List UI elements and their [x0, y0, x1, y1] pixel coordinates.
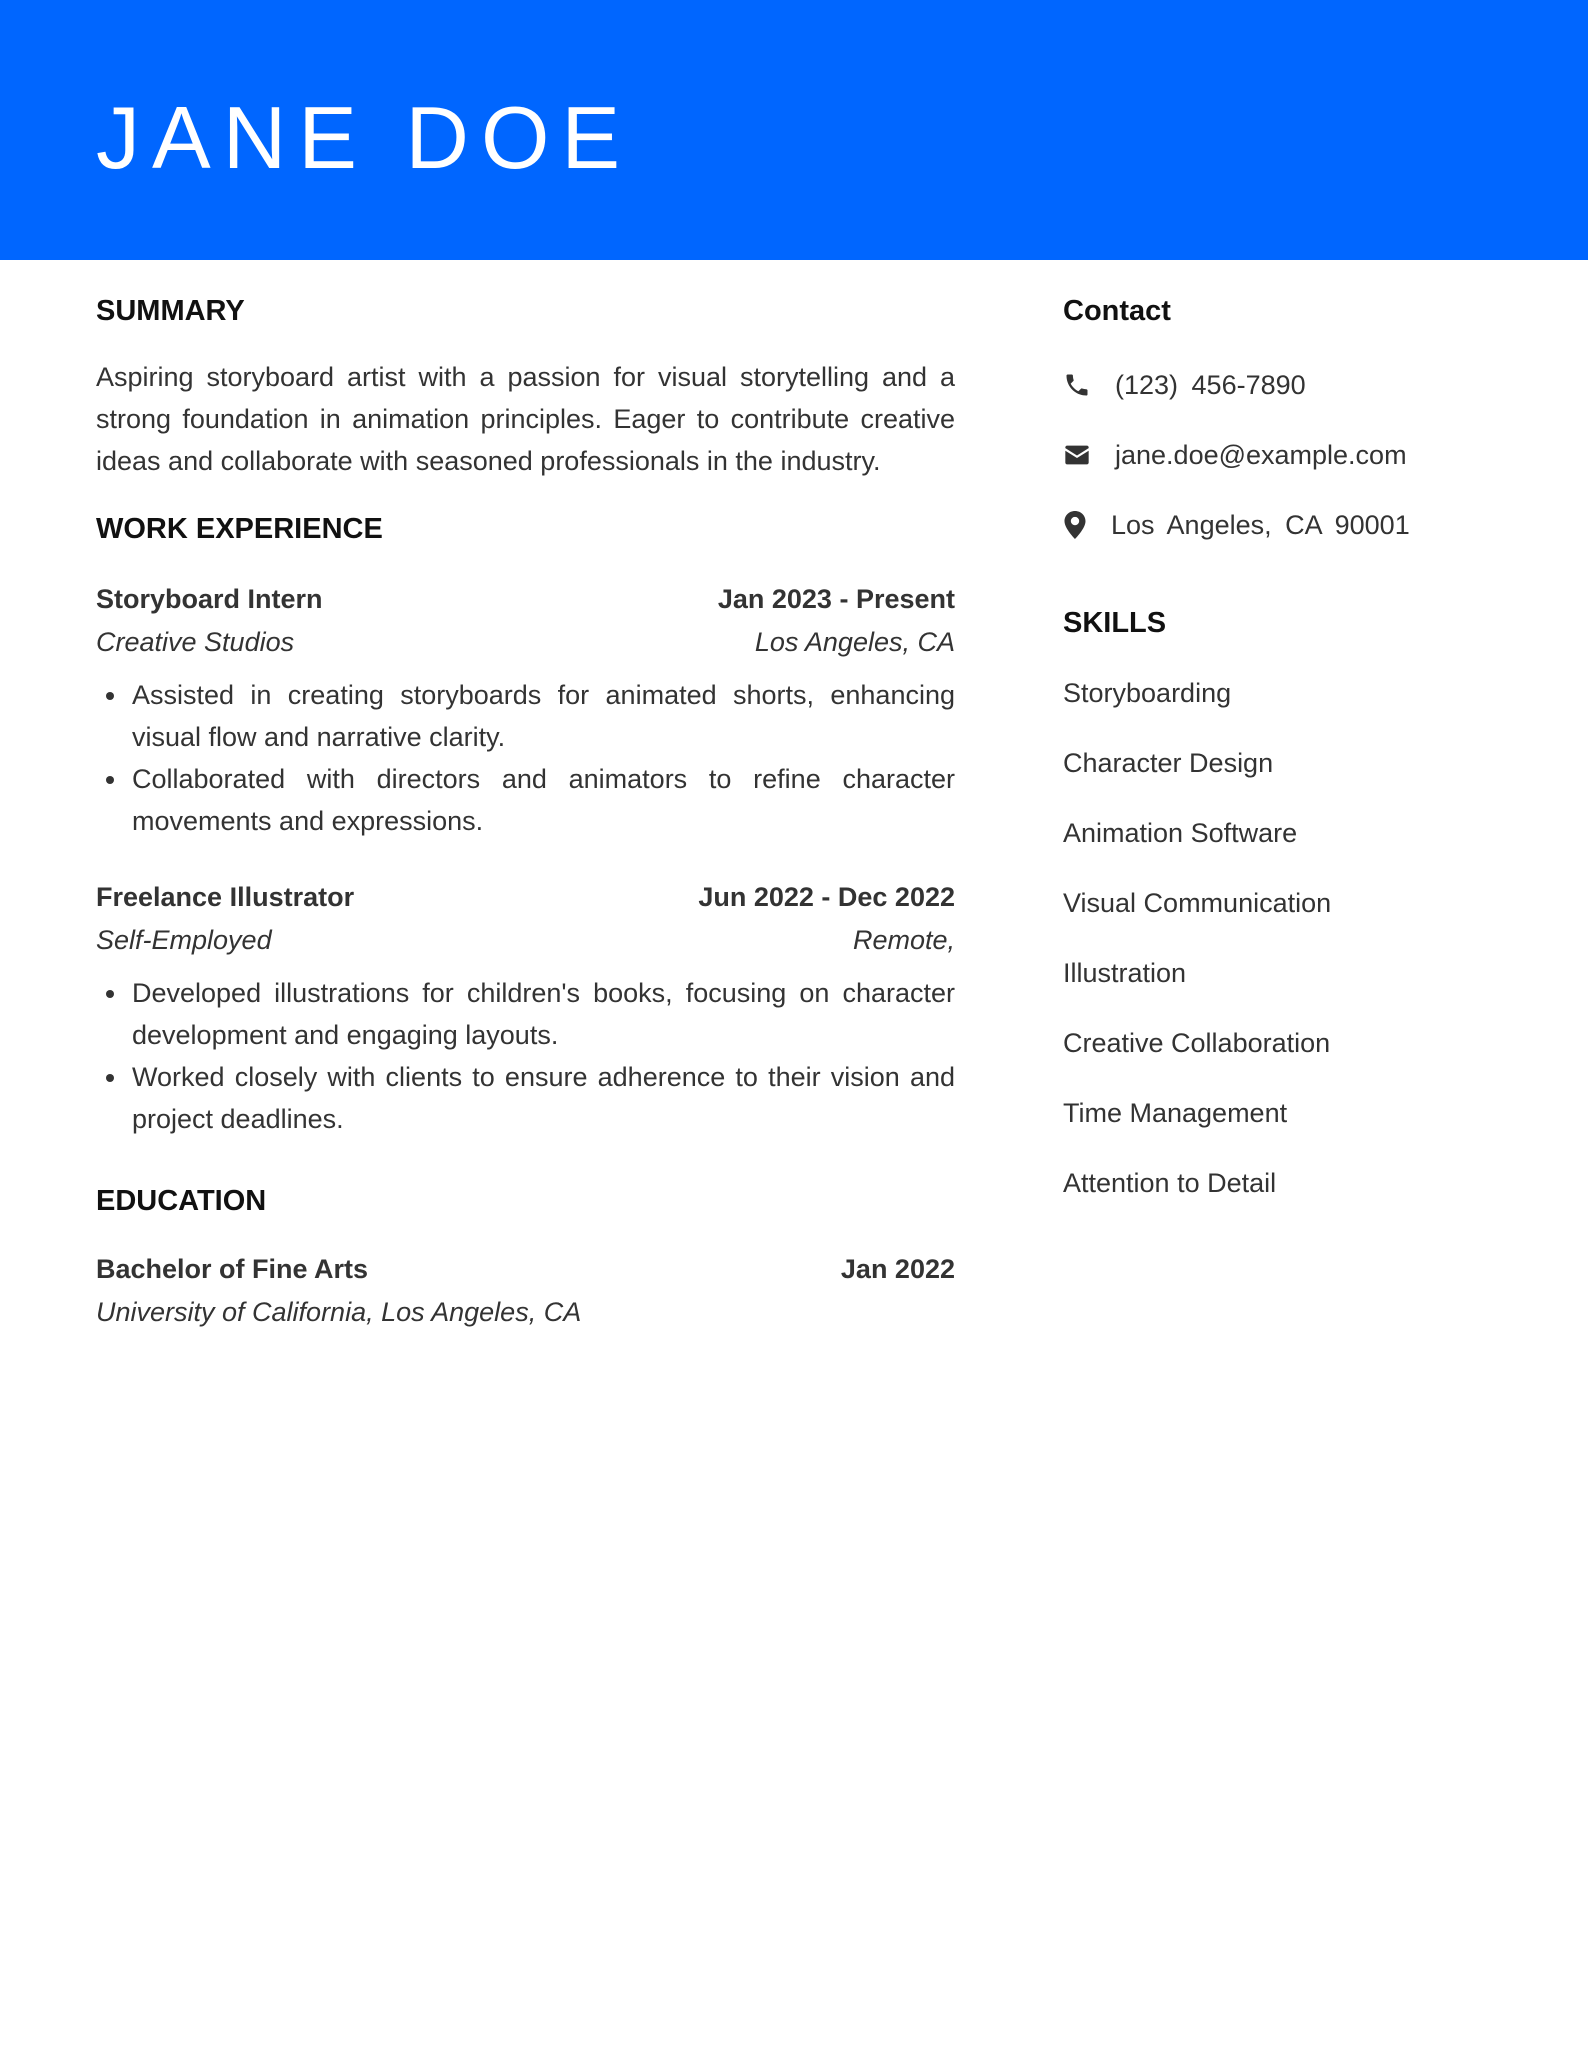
- education-heading: EDUCATION: [96, 1185, 267, 1217]
- job-company-row: [96, 919, 955, 962]
- job-dates: Jan 2023 - Present: [717, 584, 955, 614]
- education-date: Jan 2022: [840, 1254, 955, 1284]
- work-experience-heading: WORK EXPERIENCE: [96, 513, 383, 545]
- job-company-row: [96, 621, 955, 664]
- job-bullet: Developed illustrations for children's books, focusing on character development and engaging layouts.: [132, 972, 955, 1056]
- side-column: [1063, 290, 1523, 1234]
- contact-location-text: Los Angeles, CA 90001: [1111, 509, 1410, 540]
- job-company: Creative Studios: [96, 627, 295, 657]
- skill-item: Character Design: [1063, 748, 1274, 778]
- job-header-row: [96, 876, 955, 919]
- job-bullet: Assisted in creating storyboards for animated shorts, enhancing visual flow and narrative clarity.: [132, 674, 955, 758]
- candidate-name: JANE DOE: [96, 88, 633, 187]
- education-header-row: [96, 1248, 955, 1291]
- job-header-row: [96, 578, 955, 621]
- main-column: [96, 290, 955, 1334]
- contact-email: [1063, 430, 1523, 480]
- job-dates: Jun 2022 - Dec 2022: [698, 882, 955, 912]
- skill-item: Animation Software: [1063, 818, 1298, 848]
- skills-heading: SKILLS: [1063, 607, 1167, 639]
- summary-heading: SUMMARY: [96, 295, 245, 327]
- job-role: Storyboard Intern: [96, 584, 323, 614]
- contact-email-text: jane.doe@example.com: [1115, 439, 1407, 470]
- skills-list: [1063, 658, 1523, 1218]
- contact-phone-text: (123) 456-7890: [1115, 369, 1306, 400]
- skill-item: Creative Collaboration: [1063, 1028, 1331, 1058]
- contact-heading: Contact: [1063, 295, 1171, 327]
- job-bullet: Worked closely with clients to ensure adherence to their vision and project deadlines.: [132, 1056, 955, 1140]
- education-degree: Bachelor of Fine Arts: [96, 1254, 369, 1284]
- header-banner: [0, 0, 1588, 260]
- job-role: Freelance Illustrator: [96, 882, 355, 912]
- education-entry: [96, 1248, 955, 1334]
- map-pin-icon: [1063, 511, 1091, 539]
- job-entry: [96, 876, 955, 1140]
- skill-item: Attention to Detail: [1063, 1168, 1277, 1198]
- skill-item: Illustration: [1063, 958, 1187, 988]
- job-location: Remote,: [852, 925, 955, 955]
- skill-item: Storyboarding: [1063, 678, 1232, 708]
- skill-item: Visual Communication: [1063, 888, 1332, 918]
- job-entry: [96, 578, 955, 842]
- summary-text: Aspiring storyboard artist with a passion for visual storytelling and a strong foundation in animation principles. Eager to contribute creative ideas and collaborate with seasoned professionals in the industry.: [96, 362, 955, 476]
- job-bullet: Collaborated with directors and animators to refine character movements and expressions.: [132, 758, 955, 842]
- education-school: University of California, Los Angeles, CA: [96, 1297, 582, 1327]
- job-bullets: [96, 972, 955, 1140]
- phone-icon: [1063, 371, 1091, 399]
- envelope-icon: [1063, 441, 1091, 469]
- job-company: Self-Employed: [96, 925, 272, 955]
- job-bullets: [96, 674, 955, 842]
- job-location: Los Angeles, CA: [754, 627, 955, 657]
- contact-location: [1063, 500, 1523, 550]
- contact-list: [1063, 360, 1523, 550]
- skill-item: Time Management: [1063, 1098, 1288, 1128]
- contact-phone: [1063, 360, 1523, 410]
